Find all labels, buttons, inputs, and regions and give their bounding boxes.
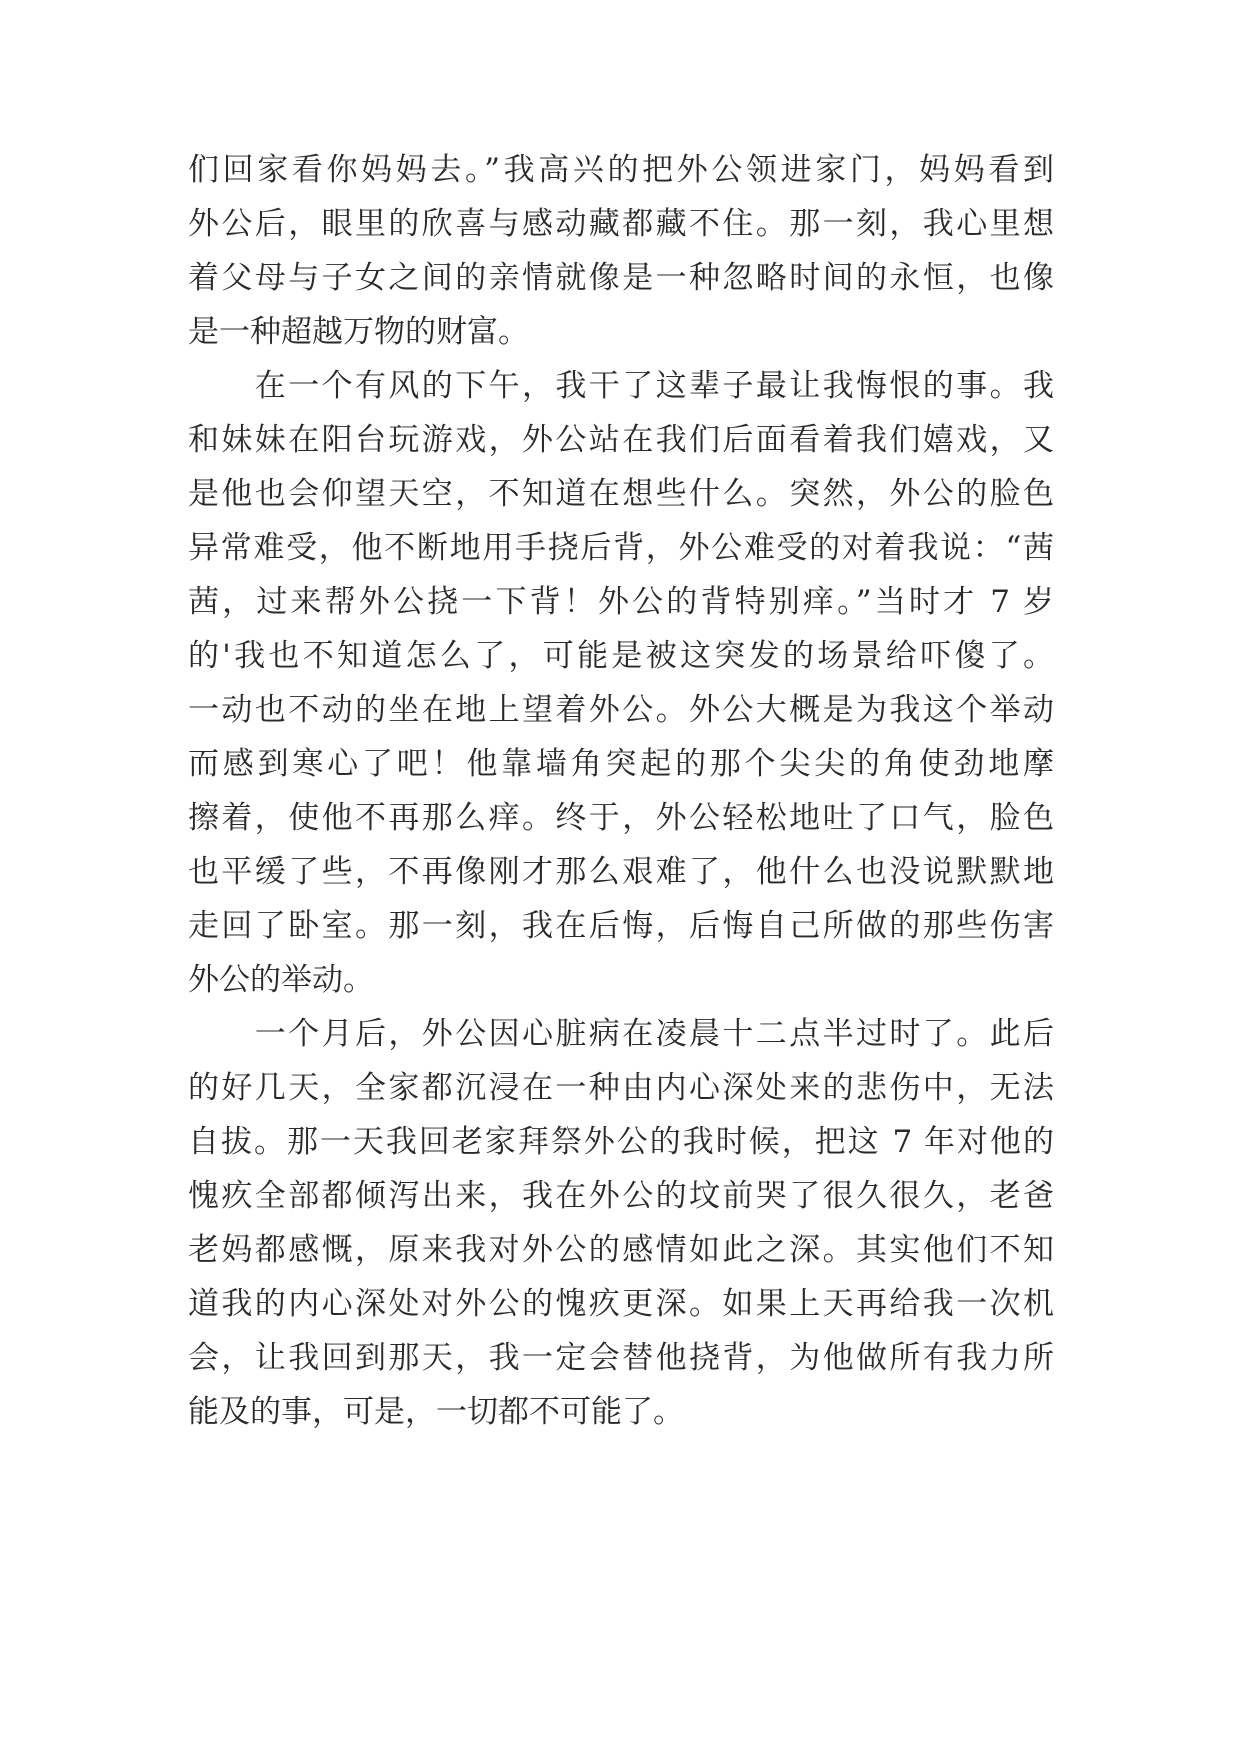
text-line: 和妹妹在阳台玩游戏，外公站在我们后面看着我们嬉戏，又 bbox=[188, 422, 1054, 458]
text-line: 在一个有风的下午，我干了这辈子最让我悔恨的事。我 bbox=[188, 368, 1054, 404]
text-line: 会，让我回到那天，我一定会替他挠背，为他做所有我力所 bbox=[188, 1340, 1054, 1376]
text-line: 茜，过来帮外公挠一下背！外公的背特别痒。”当时才 7 岁 bbox=[188, 584, 1054, 620]
text-line: 一动也不动的坐在地上望着外公。外公大概是为我这个举动 bbox=[188, 692, 1054, 728]
text-line: 外公的举动。 bbox=[188, 962, 374, 998]
text-line: 擦着，使他不再那么痒。终于，外公轻松地吐了口气，脸色 bbox=[188, 800, 1054, 836]
text-line: 的'我也不知道怎么了，可能是被这突发的场景给吓傻了。 bbox=[188, 638, 1054, 674]
text-line: 能及的事，可是，一切都不可能了。 bbox=[188, 1394, 684, 1430]
text-line: 外公后，眼里的欣喜与感动藏都藏不住。那一刻，我心里想 bbox=[188, 206, 1054, 242]
text-line: 异常难受，他不断地用手挠后背，外公难受的对着我说：“茜 bbox=[188, 530, 1054, 566]
text-line: 自拔。那一天我回老家拜祭外公的我时候，把这 7 年对他的 bbox=[188, 1124, 1054, 1160]
text-line: 也平缓了些，不再像刚才那么艰难了，他什么也没说默默地 bbox=[188, 854, 1054, 890]
text-line: 们回家看你妈妈去。”我高兴的把外公领进家门，妈妈看到 bbox=[188, 152, 1054, 188]
text-line: 是他也会仰望天空，不知道在想些什么。突然，外公的脸色 bbox=[188, 476, 1054, 512]
text-line: 道我的内心深处对外公的愧疚更深。如果上天再给我一次机 bbox=[188, 1286, 1054, 1322]
text-line: 的好几天，全家都沉浸在一种由内心深处来的悲伤中，无法 bbox=[188, 1070, 1054, 1106]
text-line: 着父母与子女之间的亲情就像是一种忽略时间的永恒，也像 bbox=[188, 260, 1054, 296]
text-line: 愧疚全部都倾泻出来，我在外公的坟前哭了很久很久，老爸 bbox=[188, 1178, 1054, 1214]
text-line: 而感到寒心了吧！他靠墙角突起的那个尖尖的角使劲地摩 bbox=[188, 746, 1054, 782]
text-line: 走回了卧室。那一刻，我在后悔，后悔自己所做的那些伤害 bbox=[188, 908, 1054, 944]
text-line: 老妈都感慨，原来我对外公的感情如此之深。其实他们不知 bbox=[188, 1232, 1054, 1268]
text-line: 是一种超越万物的财富。 bbox=[188, 314, 529, 350]
text-line: 一个月后，外公因心脏病在凌晨十二点半过时了。此后 bbox=[188, 1016, 1054, 1052]
